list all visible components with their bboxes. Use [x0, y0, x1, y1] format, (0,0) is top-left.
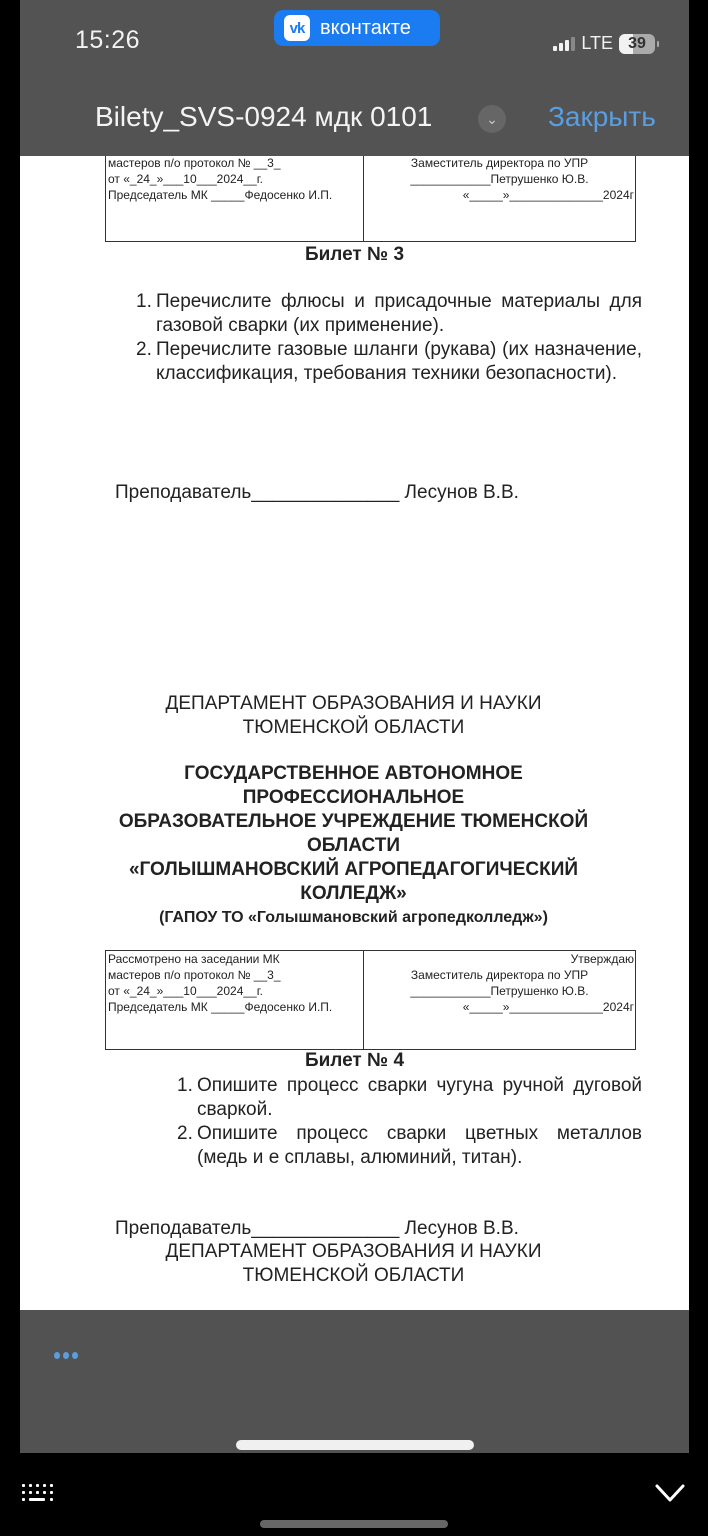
- document-page[interactable]: [20, 156, 689, 1310]
- org-line: ПРОФЕССИОНАЛЬНОЕ: [242, 787, 465, 808]
- ticket-4-question-1: [177, 1074, 642, 1122]
- ticket-4-teacher: Преподаватель______________ Лесунов В.В.: [115, 1218, 519, 1239]
- table-left-cell: [106, 156, 364, 241]
- table-line: Утверждаю: [570, 952, 634, 966]
- table-line: мастеров п/о протокол № __3_: [108, 156, 281, 170]
- dept-line: ТЮМЕНСКОЙ ОБЛАСТИ: [242, 717, 465, 738]
- org-short-name: (ГАПОУ ТО «Голышмановский агропедколледж»): [159, 909, 548, 926]
- chevron-down-icon[interactable]: [654, 1482, 686, 1504]
- ticket-3-question-2: [136, 338, 642, 386]
- question-text: Перечислите флюсы и присадочные материалы для газовой сварки (их применение).: [156, 291, 642, 336]
- question-text: Перечислите газовые шланги (рукава) (их назначение, классификация, требования техники безопасности).: [156, 339, 642, 384]
- chevron-down-icon[interactable]: ⌄: [478, 105, 506, 133]
- question-number: 2.: [177, 1123, 193, 1144]
- horizontal-scrollbar[interactable]: [236, 1440, 474, 1450]
- more-options-icon[interactable]: [54, 1352, 78, 1359]
- dept-heading: [20, 692, 689, 740]
- table-line: ____________Петрушенко Ю.В.: [410, 984, 589, 998]
- battery-level: 39: [628, 34, 646, 52]
- vk-logo-icon: vk: [284, 15, 310, 41]
- ticket-4-question-2: [177, 1122, 642, 1170]
- dept-line: ДЕПАРТАМЕНТ ОБРАЗОВАНИЯ И НАУКИ: [165, 693, 542, 714]
- bottom-toolbar: [20, 1310, 689, 1453]
- question-number: 2.: [136, 339, 152, 360]
- question-number: 1.: [177, 1075, 193, 1096]
- signal-icon: [553, 37, 575, 51]
- question-text: Опишите процесс сварки чугуна ручной дуговой сваркой.: [197, 1075, 642, 1120]
- org-line: ГОСУДАРСТВЕННОЕ АВТОНОМНОЕ: [184, 763, 523, 784]
- table-line: Председатель МК _____Федосенко И.П.: [108, 1000, 333, 1014]
- table-line: Заместитель директора по УПР: [410, 968, 589, 982]
- table-line: «_____»______________2024г: [462, 188, 634, 202]
- dept-line: ТЮМЕНСКОЙ ОБЛАСТИ: [242, 1265, 465, 1286]
- table-line: ____________Петрушенко Ю.В.: [410, 172, 589, 186]
- top-bar: [20, 0, 689, 156]
- ticket-3-question-1: [136, 290, 642, 338]
- table-line: от «_24_»___10___2024__г.: [108, 984, 263, 998]
- org-line: «ГОЛЫШМАНОВСКИЙ АГРОПЕДАГОГИЧЕСКИЙ: [128, 859, 579, 880]
- dept-line: ДЕПАРТАМЕНТ ОБРАЗОВАНИЯ И НАУКИ: [165, 1241, 542, 1262]
- document-title: Bilety_SVS-0924 мдк 0101: [95, 101, 433, 132]
- status-time: 15:26: [75, 26, 141, 54]
- org-heading: [20, 762, 689, 930]
- question-number: 1.: [136, 291, 152, 312]
- status-indicators: [553, 33, 659, 54]
- question-text: Опишите процесс сварки цветных металлов (медь и е сплавы, алюминий, титан).: [197, 1123, 642, 1168]
- keyboard-icon[interactable]: [22, 1484, 58, 1506]
- org-line: ОБЛАСТИ: [306, 835, 401, 856]
- approval-table-top: [105, 156, 636, 242]
- table-line: мастеров п/о протокол № __3_: [108, 968, 281, 982]
- table-right-cell: [364, 156, 635, 241]
- table-right-cell: [364, 951, 635, 1049]
- org-line: ОБРАЗОВАТЕЛЬНОЕ УЧРЕЖДЕНИЕ ТЮМЕНСКОЙ: [118, 811, 589, 832]
- table-line: Заместитель директора по УПР: [410, 156, 589, 170]
- close-button[interactable]: Закрыть: [548, 101, 656, 132]
- ticket-4-title: Билет № 4: [304, 1050, 405, 1071]
- table-line: Рассмотрено на заседании МК: [108, 952, 280, 966]
- battery-tip: [657, 41, 659, 47]
- vk-badge-label: вконтакте: [320, 16, 411, 39]
- home-indicator[interactable]: [260, 1520, 448, 1528]
- table-line: Председатель МК _____Федосенко И.П.: [108, 188, 333, 202]
- next-dept-heading: [20, 1240, 689, 1288]
- approval-table-4: [105, 950, 636, 1050]
- table-line: от «_24_»___10___2024__г.: [108, 172, 263, 186]
- ticket-3-title: Билет № 3: [304, 244, 405, 265]
- battery-icon: [619, 34, 655, 54]
- org-line: КОЛЛЕДЖ»: [300, 883, 407, 904]
- network-type: LTE: [581, 33, 613, 53]
- vk-return-badge[interactable]: [274, 10, 440, 46]
- table-line: «_____»______________2024г: [462, 1000, 634, 1014]
- ticket-3-teacher: Преподаватель______________ Лесунов В.В.: [115, 482, 519, 503]
- table-left-cell: [106, 951, 364, 1049]
